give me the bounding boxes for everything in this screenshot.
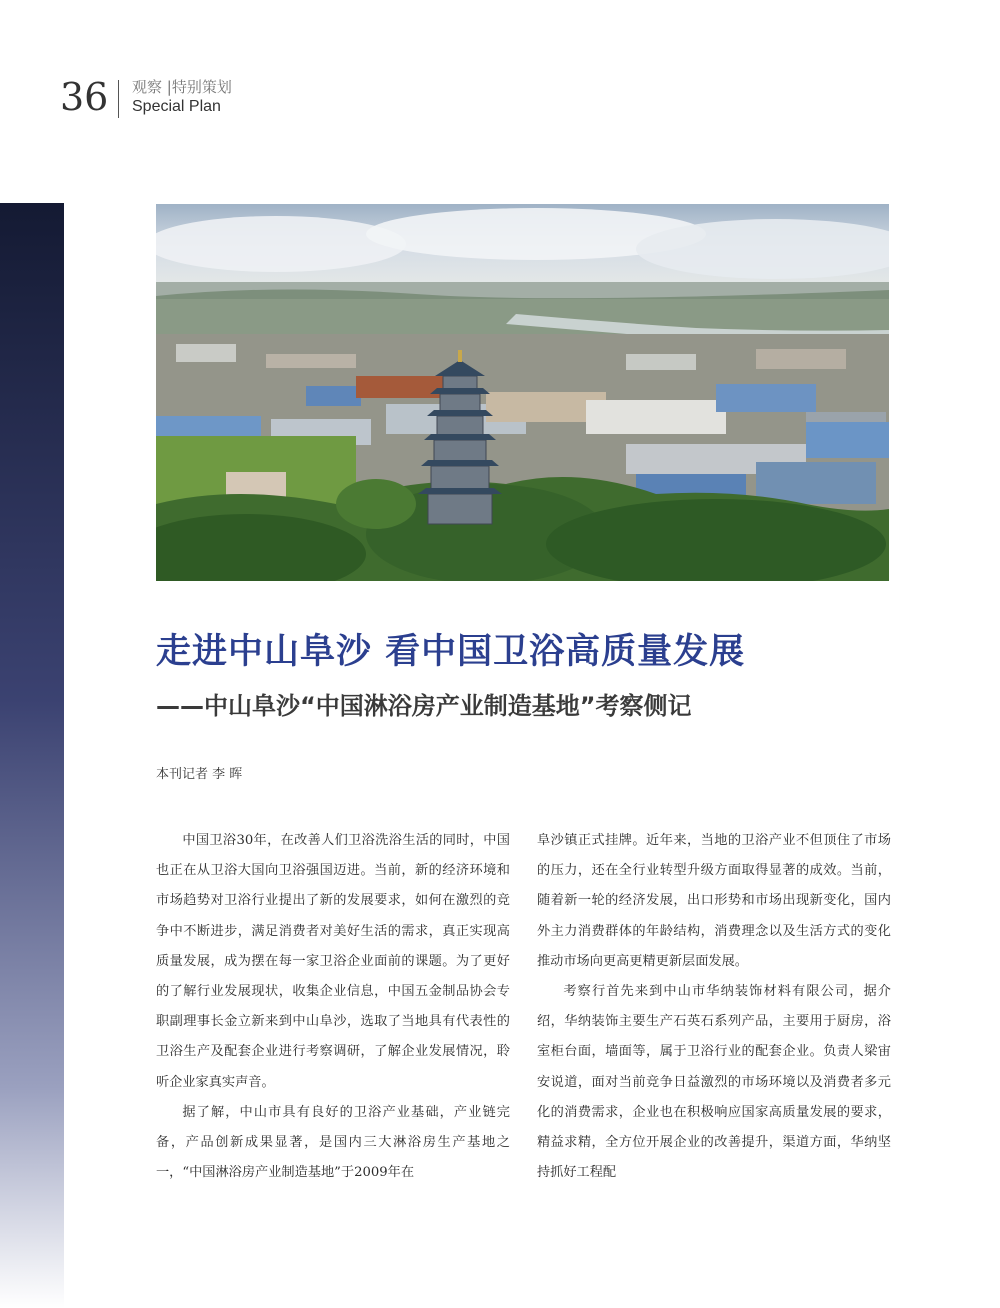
page-number: 36 bbox=[60, 75, 109, 119]
paragraph: 中国卫浴30年，在改善人们卫浴洗浴生活的同时，中国也正在从卫浴大国向卫浴强国迈进。当前，新的经济环境和市场趋势对卫浴行业提出了新的发展要求，如何在激烈的竞争中不断进步，满足消费者对美好生活的需求，真正实现高质量发展，成为摆在每一家卫浴企业面前的课题。为了更好的了解行业发展现状，收集企业信息，中国五金制品协会专职副理事长金立新来到中山阜沙，选取了当地具有代表性的卫浴生产及配套企业进行考察调研，了解企业发展情况，聆听企业家真实声音。 bbox=[156, 833, 510, 1090]
text-column-left bbox=[156, 826, 510, 1188]
header-divider bbox=[118, 80, 119, 118]
section-label-cn: 观察 |特别策划 bbox=[132, 78, 232, 96]
text-column-right bbox=[537, 826, 891, 1188]
decorative-sidebar bbox=[0, 203, 64, 1308]
section-label-en: Special Plan bbox=[132, 98, 221, 115]
article-byline: 本刊记者 李 晖 bbox=[156, 767, 243, 782]
article-subtitle: ——中山阜沙“中国淋浴房产业制造基地”考察侧记 bbox=[156, 692, 692, 720]
paragraph: 考察行首先来到中山市华纳装饰材料有限公司，据介绍，华纳装饰主要生产石英石系列产品，主要用于厨房，浴室柜台面，墙面等，属于卫浴行业的配套企业。负责人梁宙安说道，面对当前竞争日益激烈的市场环境以及消费者多元化的消费需求，企业也在积极响应国家高质量发展的要求，精益求精，全方位开展企业的改善提升，渠道方面，华纳坚持抓好工程配 bbox=[537, 984, 891, 1181]
paragraph: 阜沙镇正式挂牌。近年来，当地的卫浴产业不但顶住了市场的压力，还在全行业转型升级方面取得显著的成效。当前，随着新一轮的经济发展，出口形势和市场出现新变化，国内外主力消费群体的年龄结构，消费理念以及生活方式的变化推动市场向更高更精更新层面发展。 bbox=[537, 833, 891, 969]
article-title: 走进中山阜沙 看中国卫浴高质量发展 bbox=[156, 632, 746, 672]
paragraph: 据了解，中山市具有良好的卫浴产业基础，产业链完备，产品创新成果显著，是国内三大淋浴房生产基地之一，“中国淋浴房产业制造基地”于2009年在 bbox=[156, 1104, 510, 1181]
aerial-city-pagoda-photo bbox=[156, 204, 889, 581]
